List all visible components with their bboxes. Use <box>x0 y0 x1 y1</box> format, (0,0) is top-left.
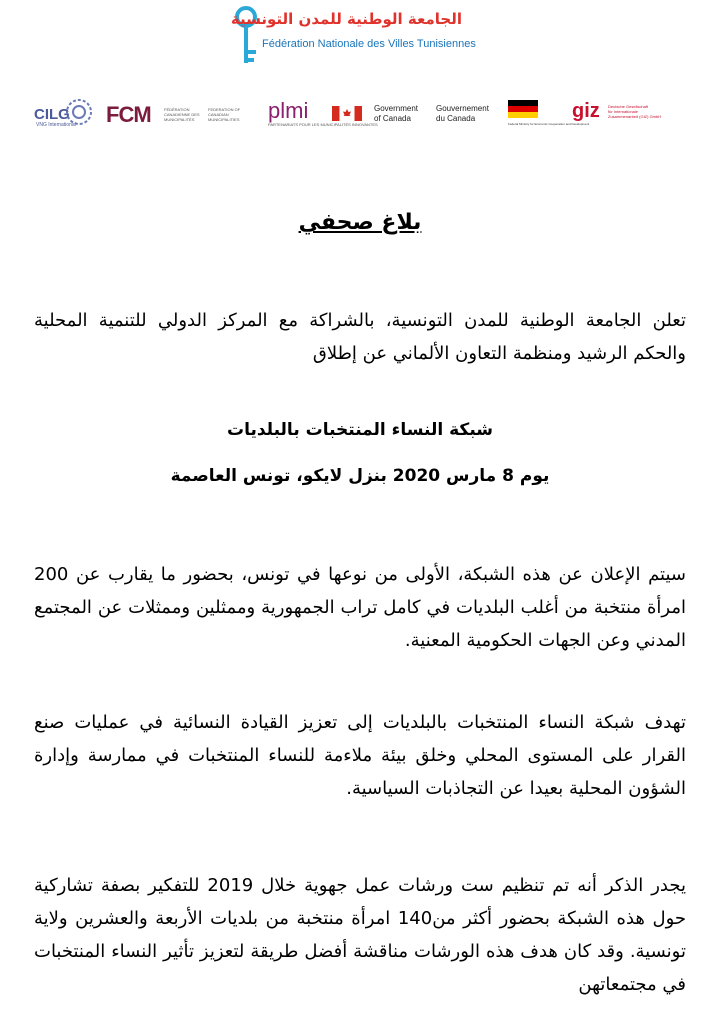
giz-sub-line-1: Deutsche Gesellschaft <box>608 104 649 109</box>
cilg-mark-icon <box>64 97 94 127</box>
cilg-name: CILG <box>34 106 70 123</box>
federation-name-fr: Fédération Nationale des Villes Tunisiennes <box>262 38 476 50</box>
paragraph-intro: تعلن الجامعة الوطنية للمدن التونسية، بالشراكة مع المركز الدولي للتنمية المحلية والحكم الرشيد ومنظمة التعاون الألماني عن إطلاق <box>34 310 686 364</box>
fcm-sub-fr: FÉDÉRATION CANADIENNE DES MUNICIPALITÉS <box>164 107 200 122</box>
giz-logo <box>572 92 702 136</box>
giz-sub-line-2: für Internationale <box>608 109 639 114</box>
fcm-sub-en: FEDERATION OF CANADIAN MUNICIPALITIES <box>208 107 241 122</box>
gov-canada-en <box>374 104 418 124</box>
gov-en-line-1: Government <box>374 104 419 113</box>
giz-sub <box>608 104 661 119</box>
plmi-logo <box>268 92 378 136</box>
federation-name-ar: الجامعة الوطنية للمدن التونسية <box>230 10 462 28</box>
federation-logo <box>232 6 492 68</box>
fcm-name: FCM <box>106 102 151 127</box>
plmi-sub: PARTENARIATS POUR LES MUNICIPALITÉS INNOVANTES <box>268 122 378 127</box>
germany-flag-icon <box>508 98 544 122</box>
canada-logo <box>332 92 502 136</box>
event-name: شبكة النساء المنتخبات بالبلديات <box>227 420 493 440</box>
gov-en-line-2: of Canada <box>374 114 411 123</box>
cilg-sub: VNG International <box>36 122 76 128</box>
partner-logos <box>34 92 704 136</box>
paragraph-workshops: يجدر الذكر أنه تم تنظيم ست ورشات عمل جهوية خلال 2019 للتفكير بصفة تشاركية حول هذه الشبكة بحضور أكثر من140 امرأة منتخبة من بلديات الأربعة والعشرين ولاية تونسية. وقد كان هدف هذه الورشات مناقشة أفضل طريقة لتعزيز تأثير النساء المنتخبات في مجتمعاتهن <box>34 875 686 995</box>
giz-sub-line-3: Zusammenarbeit (GIZ) GmbH <box>608 114 662 119</box>
fcm-logo <box>106 92 256 136</box>
gov-canada-fr <box>436 104 489 124</box>
gov-fr-line-1: Gouvernement <box>436 104 489 113</box>
german-ministry-sub: Federal Ministry for Economic Cooperation and Development <box>508 122 590 126</box>
giz-name: giz <box>572 100 600 122</box>
canada-flag-icon <box>332 106 362 121</box>
page-title: بلاغ صحفي <box>298 210 422 235</box>
event-date: يوم 8 مارس 2020 بنزل لايكو، تونس العاصمة <box>170 466 550 486</box>
paragraph-announcement: سيتم الإعلان عن هذه الشبكة، الأولى من نوعها في تونس، بحضور ما يقارب عن 200 امرأة منتخبة من أغلب البلديات في كامل تراب الجمهورية وممثلين وممثلات عن المجتمع المدني وعن الجهات الحكومية المعنية. <box>34 564 686 651</box>
plmi-name: plmi <box>268 98 309 123</box>
paragraph-goal: تهدف شبكة النساء المنتخبات بالبلديات إلى تعزيز القيادة النسائية في عمليات صنع القرار على المستوى المحلي وخلق بيئة ملاءمة للنساء المنتخبات في ممارسة وإدارة الشؤون المحلية بعيدا عن التجاذبات السياسية. <box>34 712 686 799</box>
cilg-logo <box>34 92 96 136</box>
gov-fr-line-2: du Canada <box>436 114 476 123</box>
